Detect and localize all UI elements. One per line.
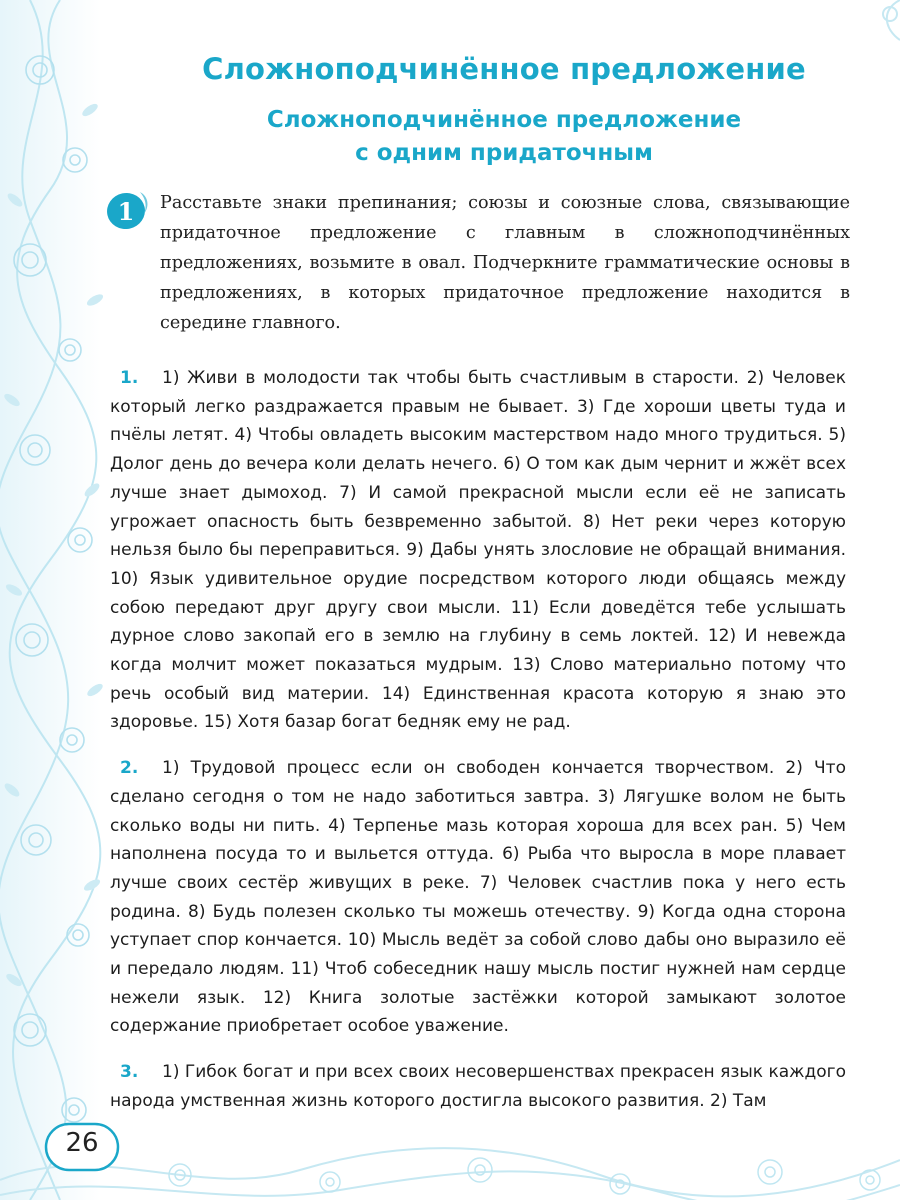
section-title-line2: с одним придаточным: [355, 140, 653, 166]
exercise-text: 1) Гибок богат и при всех своих несовершенствах прекрасен язык каждого народа умственная жизнь которого достигла высокого развития. 2) Там: [110, 1062, 846, 1111]
exercise-number: 1.: [120, 368, 139, 388]
exercise-text: 1) Живи в молодости так чтобы быть счастливым в старости. 2) Человек который легко раздражается правым не бывает. 3) Где хороши цветы туда и пчёлы летят. 4) Чтобы овладеть высоким мастерством надо много трудиться. 5) Долог день до вечера коли делать нечего. 6) О том как дым чернит и жжёт всех лучше знает дымоход. 7) И самой прекрасной мысли если её не записать угрожает опасность быть безвременно забытой. 8) Нет реки через которую нельзя было бы переправиться. 9) Дабы унять злословие не обращай внимания. 10) Язык удивительное орудие посредством которого люди общаясь между собою передают друг другу свои мысли. 11) Если доведётся тебе услышать дурное слово закопай его в землю на глубину в семь локтей. 12) И невежда когда молчит может показаться мудрым. 13) Слово материально потому что речь особый вид материи. 14) Единственная красота которую я знаю это здоровье. 15) Хотя базар богат бедняк ему не рад.: [110, 368, 846, 733]
exercise-1: [110, 364, 846, 737]
exercise-2: [110, 754, 846, 1041]
floral-corner-top-right: [840, 0, 900, 60]
page-number: 26: [65, 1128, 99, 1158]
section-title-line1: Сложноподчинённое предложение: [266, 107, 742, 133]
task-block: [110, 188, 850, 338]
exercise-number: 2.: [120, 758, 139, 779]
exercise-3: [110, 1058, 846, 1115]
chapter-title: Сложноподчинённое предложение: [202, 52, 806, 86]
exercise-number: 3.: [120, 1062, 139, 1083]
task-instructions: Расставьте знаки препинания; союзы и союзные слова, связывающие придаточное предложение с главным в сложноподчинённых предложениях, возьмите в овал. Подчеркните грамматические основы в предложениях, в которых придаточное предложение находится в середине главного.: [160, 193, 850, 333]
section-title: [158, 104, 850, 170]
exercise-text: 1) Трудовой процесс если он свободен кончается творчеством. 2) Что сделано сегодня о том не надо заботиться завтра. 3) Лягушке волом не быть сколько воды ни пить. 4) Терпенье мазь которая хороша для всех ран. 5) Чем наполнена посуда то и выльется оттуда. 6) Рыба что выросла в море плавает лучше своих сестёр живущих в реке. 7) Человек счастлив пока у него есть родина. 8) Будь полезен сколько ты можешь отечеству. 9) Когда одна сторона уступает спор кончается. 10) Мысль ведёт за собой слово дабы оно выразило её и передало людям. 11) Чтоб собеседник нашу мысль постиг нужней нам сердце нежели язык. 12) Книга золотые застёжки которой замыкают золотое содержание приобретает особое уважение.: [110, 758, 846, 1037]
task-number: 1: [117, 197, 135, 226]
page-content: [110, 52, 850, 1133]
task-number-badge: [104, 186, 152, 234]
